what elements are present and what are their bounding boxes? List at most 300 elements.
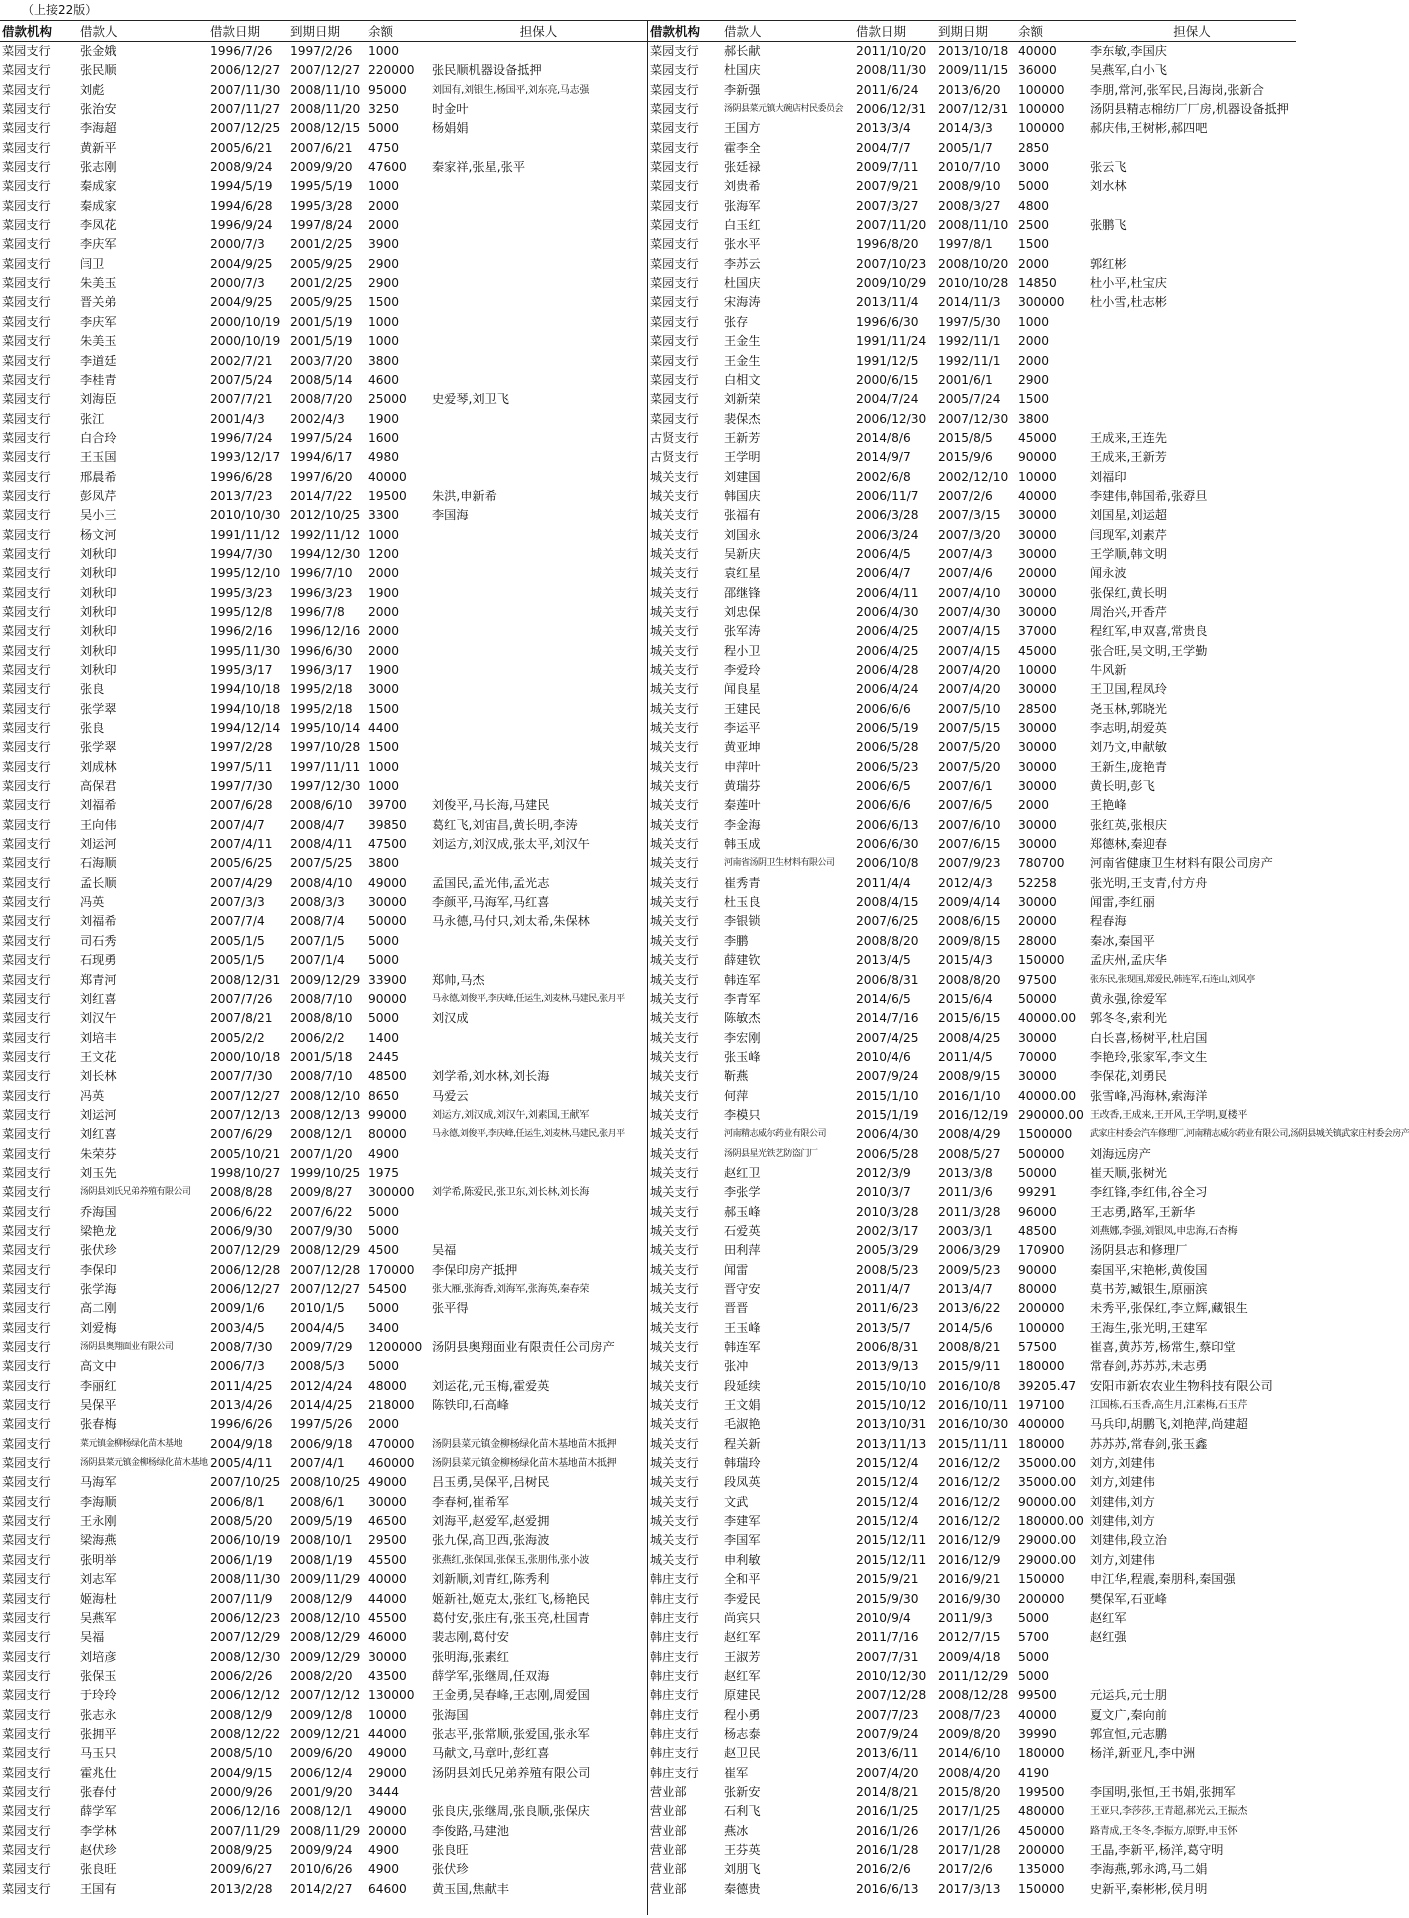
table-row (0, 642, 647, 661)
loan-date-cell: 2015/12/11 (856, 1552, 927, 1567)
table-row (0, 429, 647, 448)
table-row (0, 1125, 647, 1144)
guarantor-cell (430, 293, 647, 312)
borrower-cell: 河南省汤阴卫生材料有限公司 (724, 858, 835, 869)
balance-cell: 90000 (1018, 450, 1057, 465)
guarantor-cell: 王成来,王新芳 (1090, 450, 1167, 465)
table-row (0, 951, 647, 970)
balance-cell: 100000 (1018, 102, 1065, 117)
header-agency: 借款机构 (650, 24, 701, 39)
loan-date-cell: 2016/6/13 (856, 1881, 919, 1896)
balance-cell: 400000 (1018, 1417, 1065, 1432)
borrower-cell: 崔军 (724, 1765, 749, 1780)
due-date-cell: 2007/12/28 (290, 1262, 361, 1277)
guarantor-cell: 张保红,黄长明 (1090, 585, 1167, 600)
due-date-cell: 2013/4/7 (938, 1282, 993, 1296)
agency-cell: 菜园支行 (2, 1146, 51, 1161)
due-date-cell: 2008/4/20 (938, 1765, 1001, 1780)
balance-cell: 3000 (368, 682, 400, 697)
balance-cell: 10000 (1018, 469, 1057, 484)
agency-cell: 菜园支行 (2, 1630, 51, 1645)
balance-cell: 70000 (1018, 1049, 1057, 1064)
borrower-cell: 文武 (724, 1494, 749, 1509)
balance-cell: 3400 (368, 1320, 400, 1335)
balance-cell: 2000 (1018, 798, 1050, 813)
due-date-cell: 2016/12/2 (938, 1475, 1001, 1490)
balance-cell: 197100 (1018, 1398, 1065, 1413)
due-date-cell: 1997/11/11 (290, 759, 361, 774)
due-date-cell: 2008/12/9 (290, 1591, 353, 1606)
guarantor-cell (430, 216, 647, 235)
table-row (0, 1686, 647, 1705)
loan-date-cell: 2009/1/6 (210, 1301, 265, 1316)
due-date-cell: 2008/5/27 (938, 1146, 1001, 1161)
table-row (0, 61, 647, 80)
due-date-cell: 2007/5/20 (938, 740, 1001, 755)
guarantor-cell: 张海国 (432, 1707, 469, 1722)
loan-date-cell: 2008/12/31 (210, 972, 281, 987)
borrower-cell: 李保印 (80, 1262, 117, 1277)
due-date-cell: 2010/7/10 (938, 160, 1001, 175)
table-row (0, 1802, 647, 1821)
balance-cell: 1600 (368, 430, 400, 445)
due-date-cell: 2009/6/20 (290, 1746, 353, 1761)
loan-date-cell: 2015/10/12 (856, 1398, 927, 1413)
table-row (648, 1841, 1296, 1860)
borrower-cell: 李运平 (724, 721, 761, 736)
due-date-cell: 2009/7/29 (290, 1340, 353, 1355)
balance-cell: 30000 (1018, 895, 1057, 910)
guarantor-cell (1088, 313, 1296, 332)
balance-cell: 54500 (368, 1282, 407, 1296)
loan-date-cell: 2014/7/16 (856, 1011, 919, 1026)
agency-cell: 城关支行 (650, 1320, 699, 1335)
due-date-cell: 2001/5/19 (290, 314, 353, 329)
guarantor-cell: 白长喜,杨树平,杜启国 (1090, 1030, 1208, 1045)
loan-date-cell: 2011/6/24 (856, 82, 919, 97)
guarantor-cell (430, 1783, 647, 1802)
loan-date-cell: 2007/11/27 (210, 102, 281, 117)
borrower-cell: 刘秋印 (80, 663, 117, 677)
borrower-cell: 原建民 (724, 1688, 761, 1703)
table-row (648, 661, 1296, 680)
loan-date-cell: 2007/4/20 (856, 1765, 919, 1780)
borrower-cell: 张春梅 (80, 1417, 117, 1432)
table-row (648, 293, 1296, 312)
agency-cell: 菜园支行 (2, 1572, 51, 1587)
balance-cell: 29500 (368, 1533, 407, 1548)
guarantor-cell: 李俊路,马建池 (432, 1823, 509, 1838)
balance-cell: 30000 (1018, 1030, 1057, 1045)
due-date-cell: 2008/9/10 (938, 179, 1001, 194)
balance-cell: 90000 (368, 991, 407, 1006)
loan-date-cell: 2008/5/20 (210, 1514, 273, 1529)
loan-date-cell: 2005/2/2 (210, 1030, 265, 1045)
balance-cell: 1500 (368, 740, 400, 755)
guarantor-cell: 李朋,常河,张军民,吕海岗,张新合 (1090, 82, 1264, 97)
table-row (0, 1164, 647, 1183)
borrower-cell: 秦德贵 (724, 1881, 761, 1896)
balance-cell: 5000 (368, 1223, 400, 1238)
balance-cell: 2000 (368, 604, 400, 619)
guarantor-cell (430, 661, 647, 680)
loan-date-cell: 2005/1/5 (210, 933, 265, 948)
due-date-cell: 2007/9/30 (290, 1223, 353, 1238)
agency-cell: 城关支行 (650, 933, 699, 948)
balance-cell: 4500 (368, 1243, 400, 1258)
agency-cell: 城关支行 (650, 663, 699, 677)
loan-date-cell: 2007/7/21 (210, 392, 273, 407)
agency-cell: 菜园支行 (2, 218, 51, 233)
balance-cell: 1000 (368, 779, 400, 794)
borrower-cell: 高保君 (80, 779, 117, 794)
due-date-cell: 2007/4/15 (938, 624, 1001, 639)
guarantor-cell (430, 42, 647, 61)
borrower-cell: 申萍叶 (724, 759, 761, 774)
borrower-cell: 朱荣芬 (80, 1146, 117, 1161)
guarantor-cell: 申江华,程震,秦朋科,秦国强 (1090, 1572, 1236, 1587)
guarantor-cell (1088, 1648, 1296, 1667)
due-date-cell: 2006/12/4 (290, 1765, 353, 1780)
agency-cell: 城关支行 (650, 604, 699, 619)
due-date-cell: 2008/12/29 (290, 1630, 361, 1645)
table-row (0, 1106, 647, 1125)
agency-cell: 菜园支行 (650, 63, 699, 78)
borrower-cell: 高文中 (80, 1359, 117, 1374)
guarantor-cell: 张云飞 (1090, 160, 1127, 175)
guarantor-cell (430, 738, 647, 757)
borrower-cell: 菜元镇金柳杨绿化苗木基地 (80, 1438, 183, 1449)
borrower-cell: 李鹏 (724, 933, 749, 948)
guarantor-cell (430, 622, 647, 641)
loan-date-cell: 2008/9/25 (210, 1842, 273, 1857)
due-date-cell: 2007/4/15 (938, 643, 1001, 658)
guarantor-cell: 李东敏,李国庆 (1090, 44, 1167, 58)
due-date-cell: 2012/7/15 (938, 1630, 1001, 1645)
agency-cell: 城关支行 (650, 914, 699, 929)
due-date-cell: 2007/3/20 (938, 527, 1001, 542)
loan-date-cell: 2015/1/10 (856, 1088, 919, 1103)
borrower-cell: 刘秋印 (80, 546, 117, 561)
guarantor-cell: 薛学军,张继周,任双海 (432, 1668, 550, 1683)
due-date-cell: 2008/4/25 (938, 1030, 1001, 1045)
agency-cell: 菜园支行 (2, 1707, 51, 1722)
agency-cell: 菜园支行 (650, 276, 699, 291)
due-date-cell: 2014/5/6 (938, 1320, 993, 1335)
due-date-cell: 2008/12/1 (290, 1127, 353, 1142)
due-date-cell: 2007/5/20 (938, 759, 1001, 774)
due-date-cell: 2009/4/18 (938, 1649, 1001, 1664)
borrower-cell: 何萍 (724, 1088, 749, 1103)
agency-cell: 菜园支行 (2, 1223, 51, 1238)
borrower-cell: 彭凤芹 (80, 488, 117, 503)
due-date-cell: 1996/3/23 (290, 585, 353, 600)
due-date-cell: 2017/2/6 (938, 1862, 993, 1877)
balance-cell: 780700 (1018, 856, 1065, 871)
agency-cell: 城关支行 (650, 1359, 699, 1374)
due-date-cell: 2009/8/27 (290, 1185, 353, 1200)
balance-cell: 2000 (368, 566, 400, 581)
agency-cell: 菜园支行 (2, 1069, 51, 1084)
header-borrower: 借款人 (80, 24, 118, 39)
due-date-cell: 1996/12/16 (290, 624, 361, 639)
guarantor-cell: 周治兴,开香芹 (1090, 604, 1167, 619)
table-row (0, 564, 647, 583)
table-row (648, 1415, 1296, 1434)
guarantor-cell (430, 448, 647, 467)
due-date-cell: 2015/9/11 (938, 1359, 1001, 1374)
loan-date-cell: 1996/7/24 (210, 430, 273, 445)
balance-cell: 5000 (368, 1204, 400, 1219)
balance-cell: 30000 (1018, 779, 1057, 794)
table-row (648, 235, 1296, 254)
guarantor-cell: 王志勇,路军,王新华 (1090, 1204, 1196, 1219)
due-date-cell: 2005/9/25 (290, 256, 353, 271)
agency-cell: 菜园支行 (2, 953, 51, 968)
borrower-cell: 刘培彦 (80, 1649, 117, 1664)
due-date-cell: 2016/10/8 (938, 1378, 1001, 1393)
loan-date-cell: 2008/8/20 (856, 933, 919, 948)
left-table-body (0, 42, 647, 1899)
borrower-cell: 晋守安 (724, 1282, 761, 1296)
loan-date-cell: 2005/6/25 (210, 856, 273, 871)
agency-cell: 菜园支行 (2, 875, 51, 890)
table-row (648, 1396, 1296, 1415)
table-row (0, 1744, 647, 1763)
due-date-cell: 2007/6/15 (938, 837, 1001, 852)
table-row (0, 1241, 647, 1260)
balance-cell: 45000 (1018, 643, 1057, 658)
loan-date-cell: 2006/12/16 (210, 1804, 281, 1819)
table-row (648, 42, 1296, 61)
guarantor-cell: 张民顺机器设备抵押 (432, 63, 542, 78)
borrower-cell: 张学海 (80, 1282, 117, 1296)
balance-cell: 180000 (1018, 1359, 1065, 1374)
due-date-cell: 1992/11/1 (938, 334, 1001, 349)
loan-date-cell: 2007/4/11 (210, 837, 273, 852)
borrower-cell: 裴保杰 (724, 411, 761, 426)
borrower-cell: 张福有 (724, 508, 761, 523)
balance-cell: 3800 (368, 353, 400, 368)
table-row (648, 738, 1296, 757)
balance-cell: 50000 (1018, 991, 1057, 1006)
table-row (648, 1551, 1296, 1570)
agency-cell: 城关支行 (650, 798, 699, 813)
agency-cell: 菜园支行 (2, 102, 51, 117)
loan-date-cell: 2010/12/30 (856, 1668, 927, 1683)
balance-cell: 100000 (1018, 1320, 1065, 1335)
balance-cell: 40000 (1018, 44, 1057, 58)
table-row (648, 274, 1296, 293)
balance-cell: 30000 (368, 1649, 407, 1664)
due-date-cell: 2007/4/3 (938, 546, 993, 561)
balance-cell: 30000 (1018, 721, 1057, 736)
balance-cell: 46000 (368, 1630, 407, 1645)
guarantor-cell: 刘建伟,段立治 (1090, 1533, 1167, 1548)
borrower-cell: 刘朋飞 (724, 1862, 761, 1877)
guarantor-cell: 吴燕军,白小飞 (1090, 63, 1167, 78)
agency-cell: 菜园支行 (2, 1533, 51, 1548)
loan-date-cell: 2006/3/28 (856, 508, 919, 523)
borrower-cell: 赵红军 (724, 1630, 761, 1645)
loan-date-cell: 2004/9/18 (210, 1436, 273, 1451)
balance-cell: 2000 (1018, 353, 1050, 368)
loan-date-cell: 1996/7/26 (210, 44, 273, 58)
guarantor-cell: 王亚只,李莎莎,王青超,郝光云,王振杰 (1090, 1806, 1248, 1818)
table-row (0, 738, 647, 757)
loan-date-cell: 2001/4/3 (210, 411, 265, 426)
due-date-cell: 1995/10/14 (290, 721, 361, 736)
guarantor-cell (430, 177, 647, 196)
due-date-cell: 2008/11/29 (290, 1823, 361, 1838)
guarantor-cell: 裴志刚,葛付安 (432, 1630, 509, 1645)
loan-date-cell: 2004/9/25 (210, 256, 273, 271)
loan-date-cell: 2010/3/28 (856, 1204, 919, 1219)
balance-cell: 180000.00 (1018, 1514, 1084, 1529)
agency-cell: 菜园支行 (2, 1862, 51, 1877)
agency-cell: 城关支行 (650, 469, 699, 484)
guarantor-cell: 史爱琴,刘卫飞 (432, 392, 509, 407)
balance-cell: 150000 (1018, 953, 1065, 968)
agency-cell: 菜园支行 (2, 1436, 51, 1451)
agency-cell: 城关支行 (650, 1533, 699, 1548)
guarantor-cell (430, 1164, 647, 1183)
table-row (0, 1841, 647, 1860)
table-row (648, 410, 1296, 429)
agency-cell: 城关支行 (650, 972, 699, 987)
due-date-cell: 1994/12/30 (290, 546, 361, 561)
due-date-cell: 2004/4/5 (290, 1320, 345, 1335)
borrower-cell: 李庆军 (80, 237, 117, 252)
guarantor-cell (1088, 371, 1296, 390)
loan-date-cell: 2006/6/5 (856, 779, 911, 794)
balance-cell: 5000 (368, 933, 400, 948)
agency-cell: 城关支行 (650, 721, 699, 736)
guarantor-cell: 闻雷,李红丽 (1090, 895, 1155, 910)
guarantor-cell (430, 313, 647, 332)
table-row (648, 932, 1296, 951)
balance-cell: 57500 (1018, 1340, 1057, 1355)
agency-cell: 菜园支行 (2, 1668, 51, 1683)
borrower-cell: 姬海杜 (80, 1591, 117, 1606)
guarantor-cell (430, 700, 647, 719)
borrower-cell: 程小卫 (724, 643, 761, 658)
agency-cell: 城关支行 (650, 643, 699, 658)
loan-date-cell: 2006/4/30 (856, 604, 919, 619)
agency-cell: 菜园支行 (2, 701, 51, 716)
borrower-cell: 刘秋印 (80, 624, 117, 639)
guarantor-cell: 郭宣恒,元志鹏 (1090, 1726, 1167, 1741)
table-row (0, 1822, 647, 1841)
agency-cell: 城关支行 (650, 1301, 699, 1316)
loan-date-cell: 1996/8/20 (856, 237, 919, 252)
header-due-date: 到期日期 (290, 24, 341, 39)
guarantor-cell (1088, 1764, 1296, 1783)
guarantor-cell: 王金勇,吴春峰,王志刚,周爱国 (432, 1688, 590, 1703)
loan-date-cell: 2006/12/27 (210, 1282, 281, 1296)
borrower-cell: 张伏珍 (80, 1243, 117, 1258)
table-row (0, 1512, 647, 1531)
agency-cell: 菜园支行 (2, 643, 51, 658)
loan-date-cell: 2007/5/24 (210, 372, 273, 387)
loan-date-cell: 1995/3/17 (210, 663, 273, 677)
due-date-cell: 2007/6/5 (938, 798, 993, 813)
balance-cell: 47500 (368, 837, 407, 852)
due-date-cell: 2005/9/25 (290, 295, 353, 310)
due-date-cell: 2015/4/3 (938, 953, 993, 968)
table-row (648, 893, 1296, 912)
borrower-cell: 石利飞 (724, 1804, 761, 1819)
due-date-cell: 2008/9/15 (938, 1069, 1001, 1084)
guarantor-cell: 张红英,张根庆 (1090, 817, 1167, 832)
guarantor-cell: 李志明,胡爱英 (1090, 721, 1167, 736)
guarantor-cell (430, 197, 647, 216)
due-date-cell: 2003/3/1 (938, 1223, 993, 1238)
agency-cell: 菜园支行 (2, 1107, 51, 1122)
table-row (0, 1648, 647, 1667)
agency-cell: 菜园支行 (650, 198, 699, 213)
loan-date-cell: 2015/12/4 (856, 1514, 919, 1529)
borrower-cell: 汤阴县菜元镇金柳杨绿化苗木基地 (80, 1458, 208, 1469)
table-row (648, 1087, 1296, 1106)
balance-cell: 30000 (1018, 604, 1057, 619)
table-row (648, 352, 1296, 371)
agency-cell: 城关支行 (650, 1494, 699, 1509)
borrower-cell: 张良旺 (80, 1862, 117, 1877)
loan-date-cell: 2013/10/31 (856, 1417, 927, 1432)
table-row (0, 700, 647, 719)
borrower-cell: 张治安 (80, 102, 117, 117)
due-date-cell: 1997/6/20 (290, 469, 353, 484)
table-row (648, 1648, 1296, 1667)
borrower-cell: 刘红喜 (80, 1127, 117, 1142)
balance-cell: 150000 (1018, 1572, 1065, 1587)
agency-cell: 菜园支行 (650, 82, 699, 97)
guarantor-cell: 崔天顺,张树光 (1090, 1165, 1167, 1180)
due-date-cell: 2007/4/20 (938, 663, 1001, 677)
guarantor-cell: 闻永波 (1090, 566, 1127, 581)
guarantor-cell (1088, 352, 1296, 371)
table-row (0, 332, 647, 351)
agency-cell: 菜园支行 (2, 430, 51, 445)
loan-date-cell: 2008/4/15 (856, 895, 919, 910)
guarantor-cell: 马爱云 (432, 1088, 469, 1103)
loan-date-cell: 2007/11/29 (210, 1823, 281, 1838)
borrower-cell: 汤阴县刘氏兄弟养殖有限公司 (80, 1187, 191, 1198)
due-date-cell: 2007/1/20 (290, 1146, 353, 1161)
borrower-cell: 吴保平 (80, 1398, 117, 1413)
agency-cell: 菜园支行 (650, 372, 699, 387)
guarantor-cell: 张良庆,张继周,张良顺,张保庆 (432, 1804, 590, 1819)
guarantor-cell: 黄玉国,焦献丰 (432, 1881, 509, 1896)
borrower-cell: 韩国庆 (724, 488, 761, 503)
guarantor-cell: 张大雁,张海香,刘海军,张海英,秦春荣 (432, 1284, 590, 1295)
borrower-cell: 张志永 (80, 1707, 117, 1722)
borrower-cell: 张春付 (80, 1784, 117, 1799)
agency-cell: 城关支行 (650, 585, 699, 600)
agency-cell: 城关支行 (650, 1011, 699, 1026)
loan-date-cell: 2006/6/13 (856, 817, 919, 832)
due-date-cell: 2005/1/7 (938, 140, 993, 155)
loan-date-cell: 1991/11/12 (210, 527, 281, 542)
borrower-cell: 霍李全 (724, 140, 761, 155)
guarantor-cell: 汤阴县精志棉纺厂厂房,机器设备抵押 (1090, 102, 1289, 117)
balance-cell: 29000.00 (1018, 1533, 1077, 1548)
due-date-cell: 1994/6/17 (290, 450, 353, 465)
balance-cell: 45500 (368, 1610, 407, 1625)
loan-date-cell: 2006/3/24 (856, 527, 919, 542)
balance-cell: 52258 (1018, 875, 1057, 890)
